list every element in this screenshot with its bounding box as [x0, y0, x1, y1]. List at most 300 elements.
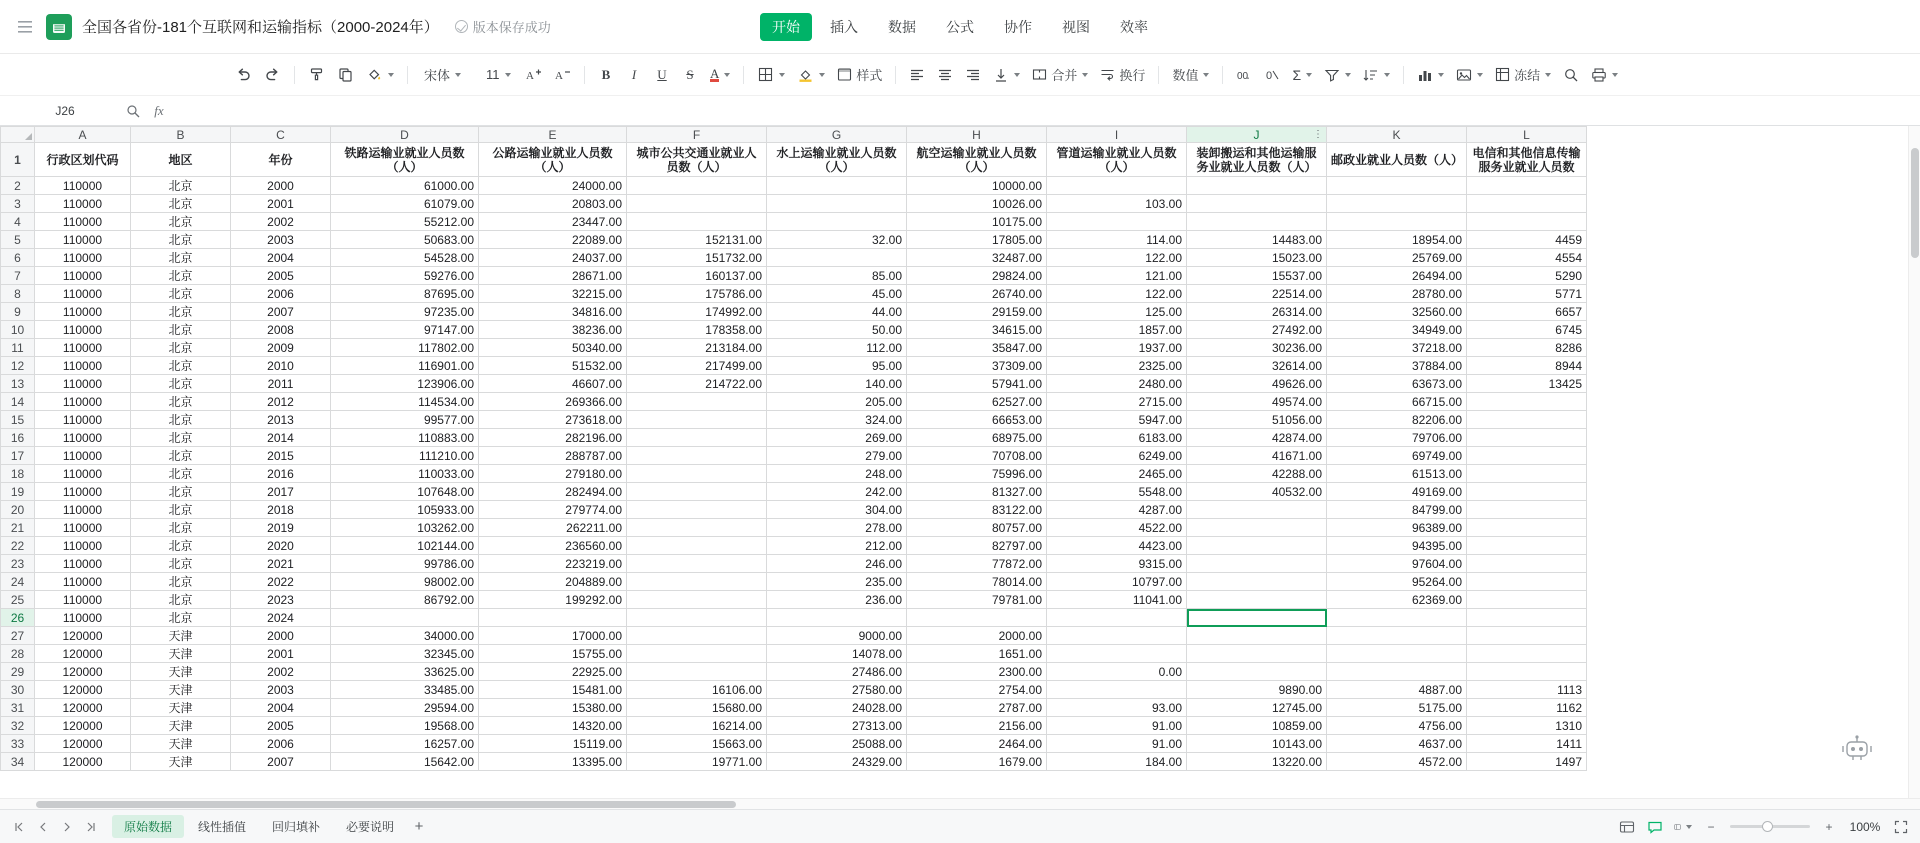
row-header[interactable]: 3	[1, 195, 35, 213]
underline-button[interactable]: U	[657, 66, 667, 82]
grid-cell[interactable]: 25088.00	[767, 735, 907, 753]
grid-cell[interactable]: 114.00	[1047, 231, 1187, 249]
grid-cell[interactable]: 2300.00	[907, 663, 1047, 681]
grid-cell[interactable]: 82206.00	[1327, 411, 1467, 429]
fx-icon[interactable]: fx	[154, 102, 164, 118]
grid-cell[interactable]: 14320.00	[479, 717, 627, 735]
merge-cells-button[interactable]	[1027, 61, 1093, 89]
grid-cell[interactable]: 32345.00	[331, 645, 479, 663]
grid-cell[interactable]: 2001	[231, 645, 331, 663]
grid-cell[interactable]: 66715.00	[1327, 393, 1467, 411]
prev-page-icon[interactable]	[34, 818, 52, 836]
grid-cell[interactable]: 269366.00	[479, 393, 627, 411]
grid-cell[interactable]: 17000.00	[479, 627, 627, 645]
bold-button[interactable]: B	[601, 66, 611, 82]
grid-cell[interactable]: 269.00	[767, 429, 907, 447]
grid-cell[interactable]: 2787.00	[907, 699, 1047, 717]
cell-style-button[interactable]	[832, 61, 887, 89]
grid-cell[interactable]: 2020	[231, 537, 331, 555]
grid-cell[interactable]: 98002.00	[331, 573, 479, 591]
grid-cell[interactable]	[1187, 645, 1327, 663]
grid-cell[interactable]: 10859.00	[1187, 717, 1327, 735]
layout-icon[interactable]	[1674, 818, 1692, 836]
grid-cell[interactable]: 304.00	[767, 501, 907, 519]
grid-cell[interactable]: 24000.00	[479, 177, 627, 195]
grid-cell[interactable]: 87695.00	[331, 285, 479, 303]
grid-cell[interactable]	[1467, 663, 1587, 681]
grid-cell[interactable]: 95264.00	[1327, 573, 1467, 591]
filter-button[interactable]	[1319, 61, 1356, 89]
print-button[interactable]	[1586, 61, 1623, 89]
grid-cell[interactable]: 15119.00	[479, 735, 627, 753]
row-header[interactable]: 14	[1, 393, 35, 411]
grid-cell[interactable]: 4756.00	[1327, 717, 1467, 735]
grid-cell[interactable]	[1187, 555, 1327, 573]
grid-cell[interactable]	[1467, 591, 1587, 609]
grid-cell[interactable]	[1467, 213, 1587, 231]
grid-cell[interactable]: 199292.00	[479, 591, 627, 609]
copy-button[interactable]	[332, 61, 359, 89]
grid-cell[interactable]: 32215.00	[479, 285, 627, 303]
grid-cell[interactable]: 79706.00	[1327, 429, 1467, 447]
chevron-down-icon[interactable]	[779, 73, 785, 77]
grid-cell[interactable]: 27486.00	[767, 663, 907, 681]
column-title-cell[interactable]: 邮政业就业人员数（人）	[1327, 143, 1467, 177]
row-header[interactable]: 17	[1, 447, 35, 465]
grid-cell[interactable]: 324.00	[767, 411, 907, 429]
horizontal-scrollbar[interactable]	[0, 798, 1920, 809]
grid-cell[interactable]: 13425	[1467, 375, 1587, 393]
grid-cell[interactable]	[1467, 537, 1587, 555]
grid-cell[interactable]	[627, 411, 767, 429]
grid-cell[interactable]: 120000	[35, 681, 131, 699]
grid-cell[interactable]	[627, 645, 767, 663]
grid-cell[interactable]: 天津	[131, 681, 231, 699]
grid-cell[interactable]: 北京	[131, 285, 231, 303]
grid-cell[interactable]: 37218.00	[1327, 339, 1467, 357]
vertical-align-button[interactable]	[988, 61, 1025, 89]
grid-cell[interactable]: 北京	[131, 555, 231, 573]
grid-cell[interactable]	[627, 429, 767, 447]
grid-cell[interactable]: 223219.00	[479, 555, 627, 573]
grid-cell[interactable]	[1187, 537, 1327, 555]
grid-cell[interactable]: 204889.00	[479, 573, 627, 591]
grid-cell[interactable]: 1497	[1467, 753, 1587, 771]
grid-cell[interactable]: 8944	[1467, 357, 1587, 375]
grid-cell[interactable]: 6657	[1467, 303, 1587, 321]
paint-format-button[interactable]	[303, 61, 330, 89]
chevron-down-icon[interactable]	[1477, 73, 1483, 77]
grid-cell[interactable]	[479, 609, 627, 627]
grid-cell[interactable]: 天津	[131, 645, 231, 663]
grid-cell[interactable]: 15023.00	[1187, 249, 1327, 267]
grid-cell[interactable]: 81327.00	[907, 483, 1047, 501]
grid-cell[interactable]	[627, 195, 767, 213]
grid-cell[interactable]	[627, 393, 767, 411]
insert-chart-button[interactable]	[1412, 61, 1449, 89]
grid-cell[interactable]: 4459	[1467, 231, 1587, 249]
grid-cell[interactable]: 1857.00	[1047, 321, 1187, 339]
grid-cell[interactable]: 236560.00	[479, 537, 627, 555]
grid-cell[interactable]: 24028.00	[767, 699, 907, 717]
grid-cell[interactable]: 2021	[231, 555, 331, 573]
grid-cell[interactable]: 110000	[35, 249, 131, 267]
grid-cell[interactable]: 102144.00	[331, 537, 479, 555]
grid-cell[interactable]: 2480.00	[1047, 375, 1187, 393]
grid-cell[interactable]: 2009	[231, 339, 331, 357]
grid-cell[interactable]: 10797.00	[1047, 573, 1187, 591]
grid-cell[interactable]: 26314.00	[1187, 303, 1327, 321]
grid-cell[interactable]: 天津	[131, 753, 231, 771]
undo-button[interactable]	[230, 61, 257, 89]
select-all-corner[interactable]	[1, 127, 35, 143]
grid-cell[interactable]: 北京	[131, 321, 231, 339]
row-header[interactable]: 28	[1, 645, 35, 663]
grid-cell[interactable]	[1467, 627, 1587, 645]
grid-cell[interactable]	[627, 555, 767, 573]
grid-cell[interactable]: 北京	[131, 375, 231, 393]
selected-cell[interactable]	[1187, 609, 1327, 627]
assistant-robot-icon[interactable]	[1840, 734, 1874, 764]
row-header[interactable]: 4	[1, 213, 35, 231]
grid-cell[interactable]: 94395.00	[1327, 537, 1467, 555]
name-box[interactable]: J26	[55, 103, 75, 118]
grid-cell[interactable]: 2000	[231, 627, 331, 645]
grid-cell[interactable]: 19771.00	[627, 753, 767, 771]
grid-cell[interactable]: 77872.00	[907, 555, 1047, 573]
grid-cell[interactable]: 32614.00	[1187, 357, 1327, 375]
column-header-g[interactable]	[767, 127, 907, 143]
grid-cell[interactable]: 9000.00	[767, 627, 907, 645]
chevron-down-icon[interactable]	[1014, 73, 1020, 77]
grid-cell[interactable]	[1187, 627, 1327, 645]
grid-cell[interactable]: 110000	[35, 321, 131, 339]
grid-cell[interactable]: 2000.00	[907, 627, 1047, 645]
grid-cell[interactable]: 110000	[35, 555, 131, 573]
grid-cell[interactable]	[767, 609, 907, 627]
chevron-down-icon[interactable]	[1345, 73, 1351, 77]
grid-cell[interactable]	[767, 177, 907, 195]
grid-cell[interactable]	[1047, 609, 1187, 627]
tab-view[interactable]: 视图	[1062, 18, 1090, 35]
grid-cell[interactable]	[1187, 501, 1327, 519]
vertical-scrollbar[interactable]	[1908, 126, 1920, 798]
grid-cell[interactable]: 66653.00	[907, 411, 1047, 429]
row-header[interactable]: 29	[1, 663, 35, 681]
column-title-cell[interactable]: 年份	[231, 143, 331, 177]
grid-cell[interactable]: 114534.00	[331, 393, 479, 411]
tab-insert[interactable]: 插入	[830, 18, 858, 35]
chevron-down-icon[interactable]	[1306, 73, 1312, 77]
grid-cell[interactable]: 110000	[35, 285, 131, 303]
grid-cell[interactable]: 北京	[131, 339, 231, 357]
grid-cell[interactable]: 110000	[35, 195, 131, 213]
grid-cell[interactable]: 120000	[35, 645, 131, 663]
grid-cell[interactable]: 5947.00	[1047, 411, 1187, 429]
hamburger-icon[interactable]	[14, 16, 36, 38]
grid-cell[interactable]: 22514.00	[1187, 285, 1327, 303]
grid-cell[interactable]: 50.00	[767, 321, 907, 339]
grid-cell[interactable]: 2014	[231, 429, 331, 447]
grid-cell[interactable]: 46607.00	[479, 375, 627, 393]
row-header[interactable]: 8	[1, 285, 35, 303]
chevron-down-icon[interactable]	[724, 73, 730, 77]
grid-cell[interactable]	[331, 609, 479, 627]
chevron-down-icon[interactable]	[1545, 73, 1551, 77]
grid-cell[interactable]: 16214.00	[627, 717, 767, 735]
grid-cell[interactable]: 9890.00	[1187, 681, 1327, 699]
grid-cell[interactable]: 110000	[35, 501, 131, 519]
grid-cell[interactable]: 1651.00	[907, 645, 1047, 663]
tab-start[interactable]: 开始	[760, 13, 812, 41]
tab-collaborate[interactable]: 协作	[1004, 18, 1032, 35]
row-header[interactable]: 5	[1, 231, 35, 249]
grid-cell[interactable]: 32.00	[767, 231, 907, 249]
grid-cell[interactable]: 91.00	[1047, 735, 1187, 753]
grid-cell[interactable]	[1047, 681, 1187, 699]
row-header[interactable]: 16	[1, 429, 35, 447]
grid-cell[interactable]: 2023	[231, 591, 331, 609]
grid-cell[interactable]: 14483.00	[1187, 231, 1327, 249]
grid-cell[interactable]: 55212.00	[331, 213, 479, 231]
grid-cell[interactable]	[1047, 213, 1187, 231]
grid-cell[interactable]: 122.00	[1047, 285, 1187, 303]
grid-cell[interactable]	[627, 213, 767, 231]
grid-cell[interactable]: 10000.00	[907, 177, 1047, 195]
grid-cell[interactable]: 49574.00	[1187, 393, 1327, 411]
tab-data[interactable]: 数据	[888, 18, 916, 35]
grid-cell[interactable]: 140.00	[767, 375, 907, 393]
grid-cell[interactable]: 29159.00	[907, 303, 1047, 321]
grid-cell[interactable]: 2003	[231, 681, 331, 699]
grid-cell[interactable]: 2001	[231, 195, 331, 213]
grid-cell[interactable]: 111210.00	[331, 447, 479, 465]
grid-cell[interactable]: 北京	[131, 465, 231, 483]
percent-style-button[interactable]	[1259, 61, 1285, 89]
row-header[interactable]: 1	[1, 143, 35, 177]
grid-cell[interactable]: 50683.00	[331, 231, 479, 249]
grid-cell[interactable]: 2007	[231, 753, 331, 771]
grid-cell[interactable]: 2015	[231, 447, 331, 465]
grid-cell[interactable]: 15680.00	[627, 699, 767, 717]
grid-cell[interactable]: 北京	[131, 429, 231, 447]
grid-cell[interactable]	[1467, 645, 1587, 663]
grid-cell[interactable]: 15380.00	[479, 699, 627, 717]
grid-cell[interactable]: 214722.00	[627, 375, 767, 393]
grid-cell[interactable]: 123906.00	[331, 375, 479, 393]
grid-cell[interactable]: 160137.00	[627, 267, 767, 285]
grid-cell[interactable]: 2000	[231, 177, 331, 195]
tab-formula[interactable]: 公式	[946, 18, 974, 35]
grid-cell[interactable]: 2018	[231, 501, 331, 519]
grid-cell[interactable]	[1047, 645, 1187, 663]
formula-input[interactable]	[172, 100, 1920, 122]
grid-cell[interactable]: 248.00	[767, 465, 907, 483]
grid-cell[interactable]: 97147.00	[331, 321, 479, 339]
autosum-button[interactable]	[1287, 61, 1317, 89]
column-title-cell[interactable]: 水上运输业就业人员数（人）	[767, 143, 907, 177]
font-name-select[interactable]	[416, 61, 476, 89]
grid-cell[interactable]: 112.00	[767, 339, 907, 357]
grid-cell[interactable]: 17805.00	[907, 231, 1047, 249]
align-center-button[interactable]	[932, 61, 958, 89]
column-header-d[interactable]	[331, 127, 479, 143]
grid-cell[interactable]: 北京	[131, 573, 231, 591]
grid-cell[interactable]: 29824.00	[907, 267, 1047, 285]
grid-cell[interactable]: 273618.00	[479, 411, 627, 429]
column-menu-icon[interactable]: ⋮	[1313, 128, 1323, 140]
column-title-cell[interactable]: 管道运输业就业人员数（人）	[1047, 143, 1187, 177]
grid-cell[interactable]: 40532.00	[1187, 483, 1327, 501]
increase-font-size-button[interactable]	[520, 61, 547, 89]
grid-cell[interactable]: 84799.00	[1327, 501, 1467, 519]
grid-cell[interactable]: 6249.00	[1047, 447, 1187, 465]
grid-cell[interactable]: 北京	[131, 249, 231, 267]
grid-cell[interactable]: 236.00	[767, 591, 907, 609]
grid-cell[interactable]: 30236.00	[1187, 339, 1327, 357]
grid-cell[interactable]: 282494.00	[479, 483, 627, 501]
add-sheet-button[interactable]: +	[414, 818, 424, 835]
grid-cell[interactable]: 北京	[131, 303, 231, 321]
chevron-down-icon[interactable]	[1612, 73, 1618, 77]
grid-cell[interactable]	[627, 663, 767, 681]
comma-style-button[interactable]	[1231, 61, 1257, 89]
grid-cell[interactable]: 75996.00	[907, 465, 1047, 483]
grid-cell[interactable]: 1679.00	[907, 753, 1047, 771]
grid-cell[interactable]: 2010	[231, 357, 331, 375]
grid-cell[interactable]: 北京	[131, 267, 231, 285]
grid-cell[interactable]: 44.00	[767, 303, 907, 321]
grid-cell[interactable]	[1467, 609, 1587, 627]
grid-cell[interactable]: 34949.00	[1327, 321, 1467, 339]
row-header[interactable]: 27	[1, 627, 35, 645]
column-title-cell[interactable]: 地区	[131, 143, 231, 177]
grid-cell[interactable]: 97604.00	[1327, 555, 1467, 573]
grid-cell[interactable]: 16257.00	[331, 735, 479, 753]
grid-cell[interactable]: 北京	[131, 537, 231, 555]
sheet-tab-linear-interp[interactable]: 线性插值	[198, 820, 247, 834]
decrease-font-size-button[interactable]	[549, 61, 576, 89]
chevron-down-icon[interactable]	[1438, 73, 1444, 77]
grid-cell[interactable]: 278.00	[767, 519, 907, 537]
grid-cell[interactable]	[1187, 177, 1327, 195]
grid-cell[interactable]	[1327, 213, 1467, 231]
column-header-b[interactable]	[131, 127, 231, 143]
chevron-down-icon[interactable]	[819, 73, 825, 77]
grid-cell[interactable]	[1327, 627, 1467, 645]
grid-cell[interactable]: 19568.00	[331, 717, 479, 735]
row-header[interactable]: 10	[1, 321, 35, 339]
grid-cell[interactable]: 110000	[35, 213, 131, 231]
grid-cell[interactable]	[1467, 483, 1587, 501]
grid-cell[interactable]: 79781.00	[907, 591, 1047, 609]
horizontal-scroll-thumb[interactable]	[36, 801, 736, 808]
grid-cell[interactable]: 110000	[35, 519, 131, 537]
grid-cell[interactable]: 北京	[131, 195, 231, 213]
grid-cell[interactable]: 2007	[231, 303, 331, 321]
column-title-cell[interactable]: 航空运输业就业人员数（人）	[907, 143, 1047, 177]
grid-cell[interactable]	[1187, 195, 1327, 213]
grid-cell[interactable]: 天津	[131, 717, 231, 735]
grid-cell[interactable]: 103262.00	[331, 519, 479, 537]
grid-cell[interactable]: 34615.00	[907, 321, 1047, 339]
grid-cell[interactable]: 8286	[1467, 339, 1587, 357]
row-header[interactable]: 31	[1, 699, 35, 717]
grid-cell[interactable]: 北京	[131, 501, 231, 519]
grid-cell[interactable]: 33625.00	[331, 663, 479, 681]
grid-cell[interactable]: 天津	[131, 663, 231, 681]
column-title-cell[interactable]: 城市公共交通业就业人员数（人）	[627, 143, 767, 177]
grid-cell[interactable]: 北京	[131, 447, 231, 465]
align-right-button[interactable]	[960, 61, 986, 89]
grid-cell[interactable]: 北京	[131, 231, 231, 249]
row-header[interactable]: 18	[1, 465, 35, 483]
grid-cell[interactable]: 78014.00	[907, 573, 1047, 591]
row-header[interactable]: 12	[1, 357, 35, 375]
grid-cell[interactable]: 38236.00	[479, 321, 627, 339]
grid-cell[interactable]: 28671.00	[479, 267, 627, 285]
grid-cell[interactable]	[1467, 555, 1587, 573]
grid-cell[interactable]	[1467, 177, 1587, 195]
grid-cell[interactable]: 北京	[131, 483, 231, 501]
column-header-e[interactable]	[479, 127, 627, 143]
row-header[interactable]: 19	[1, 483, 35, 501]
grid-cell[interactable]: 5290	[1467, 267, 1587, 285]
grid-cell[interactable]: 2011	[231, 375, 331, 393]
grid-cell[interactable]: 2024	[231, 609, 331, 627]
row-header[interactable]: 21	[1, 519, 35, 537]
grid-cell[interactable]: 1310	[1467, 717, 1587, 735]
grid-cell[interactable]: 北京	[131, 357, 231, 375]
grid-cell[interactable]: 34000.00	[331, 627, 479, 645]
grid-cell[interactable]: 2005	[231, 267, 331, 285]
grid-cell[interactable]: 35847.00	[907, 339, 1047, 357]
column-header-h[interactable]	[907, 127, 1047, 143]
grid-cell[interactable]: 4287.00	[1047, 501, 1187, 519]
grid-cell[interactable]: 4522.00	[1047, 519, 1187, 537]
vertical-scroll-thumb[interactable]	[1911, 148, 1919, 258]
grid-cell[interactable]: 32560.00	[1327, 303, 1467, 321]
last-page-icon[interactable]	[82, 818, 100, 836]
grid-cell[interactable]: 4423.00	[1047, 537, 1187, 555]
grid-cell[interactable]: 41671.00	[1187, 447, 1327, 465]
grid-cell[interactable]: 86792.00	[331, 591, 479, 609]
grid-cell[interactable]: 2019	[231, 519, 331, 537]
grid-cell[interactable]: 116901.00	[331, 357, 479, 375]
grid-cell[interactable]	[1187, 519, 1327, 537]
grid-cell[interactable]: 32487.00	[907, 249, 1047, 267]
grid-cell[interactable]: 82797.00	[907, 537, 1047, 555]
grid-cell[interactable]: 24329.00	[767, 753, 907, 771]
column-header-i[interactable]	[1047, 127, 1187, 143]
chevron-down-icon[interactable]	[388, 73, 394, 77]
tab-efficiency[interactable]: 效率	[1120, 18, 1148, 35]
grid-cell[interactable]: 59276.00	[331, 267, 479, 285]
cell-background-color-button[interactable]	[792, 61, 830, 89]
column-header-l[interactable]	[1467, 127, 1587, 143]
sheet-tab-regression-fill[interactable]: 回归填补	[272, 820, 321, 834]
grid-cell[interactable]: 80757.00	[907, 519, 1047, 537]
grid-cell[interactable]: 2715.00	[1047, 393, 1187, 411]
number-format-select[interactable]	[1167, 61, 1214, 89]
grid-cell[interactable]: 83122.00	[907, 501, 1047, 519]
grid-cell[interactable]: 22925.00	[479, 663, 627, 681]
grid-cell[interactable]: 61000.00	[331, 177, 479, 195]
grid-cell[interactable]: 110000	[35, 483, 131, 501]
grid-cell[interactable]: 110000	[35, 573, 131, 591]
grid-cell[interactable]: 2022	[231, 573, 331, 591]
grid-cell[interactable]: 1411	[1467, 735, 1587, 753]
